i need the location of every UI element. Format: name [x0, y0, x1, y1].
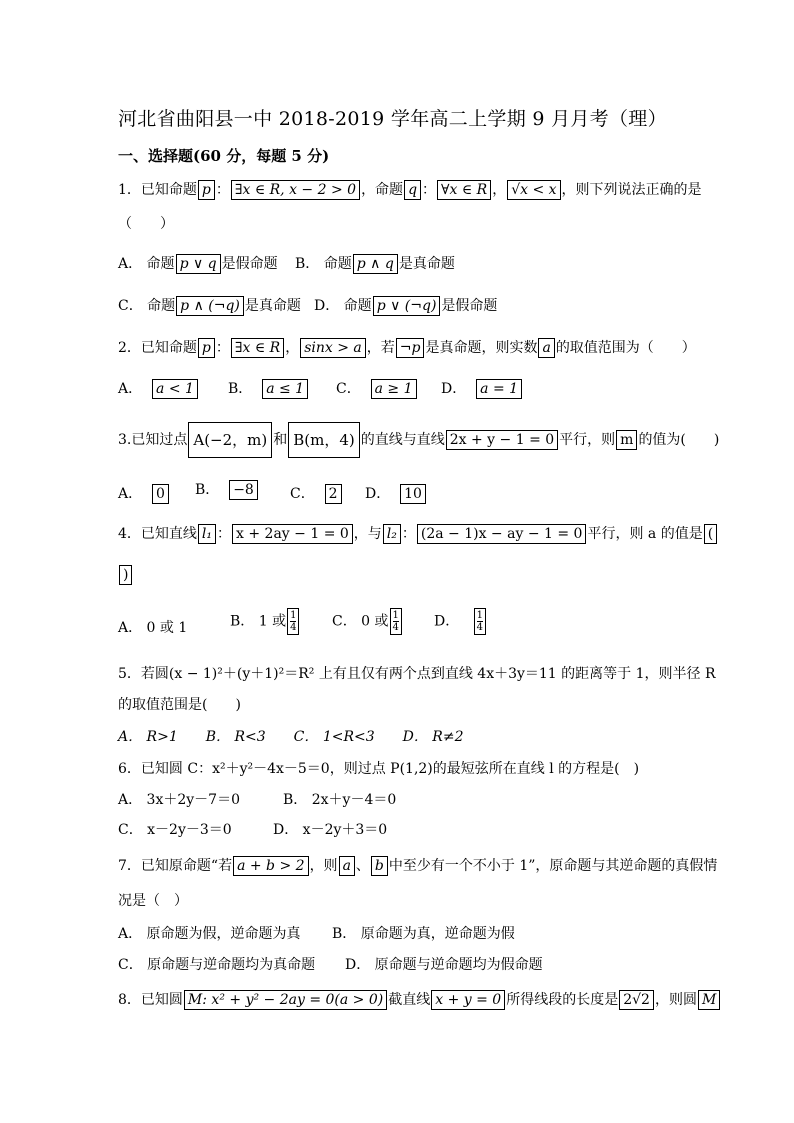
option-label: D．: [365, 486, 391, 502]
option-label: D．: [441, 381, 467, 397]
q4-expr2: (2a − 1)x − ay − 1 = 0: [417, 524, 587, 544]
q2-text: 的取值范围为（ ）: [555, 340, 696, 356]
fraction-denominator: 4: [392, 622, 399, 633]
q4-option-b[interactable]: [230, 608, 300, 635]
option-label: C． 0 或: [332, 613, 389, 630]
q2-stem: [118, 338, 696, 358]
q8-length-expr: 2√2: [619, 990, 654, 1010]
q4-paren-right: ): [119, 565, 132, 585]
option-label: B．: [228, 381, 253, 397]
q6-option-b[interactable]: B． 2x＋y－4＝0: [283, 792, 397, 808]
q1-b-expr: p ∧ q: [353, 254, 398, 274]
fraction-numerator: 1: [476, 610, 483, 621]
q6-option-a[interactable]: A． 3x＋2y－7＝0: [118, 792, 240, 808]
option-label: B．: [195, 482, 220, 498]
q2-expr1: ∃x ∈ R: [231, 338, 284, 358]
q1-p-box: p: [198, 180, 215, 200]
q8-line-expr: x + y = 0: [431, 990, 505, 1010]
q4-stem: [118, 524, 718, 544]
page-title: 河北省曲阳县一中 2018-2019 学年高二上学期 9 月月考（理）: [118, 108, 667, 130]
q4-text: ：: [401, 526, 416, 542]
option-value: 2: [325, 484, 342, 504]
q7-b-box: b: [371, 856, 388, 876]
q7-option-b[interactable]: B． 原命题为真，逆命题为假: [332, 926, 515, 942]
option-label: A．: [118, 381, 143, 397]
q4-option-c[interactable]: [332, 608, 403, 635]
q1-option-d[interactable]: [314, 296, 497, 316]
q3-line-expr: 2x + y − 1 = 0: [446, 430, 558, 450]
q3-text: 和: [273, 432, 288, 448]
option-label: A． 命题: [118, 256, 175, 272]
q7-text: ，则: [309, 858, 338, 874]
q4-option-d[interactable]: [434, 608, 487, 635]
q2-option-b[interactable]: [228, 379, 309, 399]
q1-p-expr: ∃x ∈ R, x − 2 > 0: [231, 180, 360, 200]
q7-text: 中至少有一个不小于 1”，原命题与其逆命题的真假情: [388, 858, 718, 874]
q1-d-expr: p ∨ (¬q): [373, 296, 441, 316]
q1-text: 1．已知命题: [118, 182, 197, 198]
q7-text: 7．已知原命题“若: [118, 858, 233, 874]
q3-option-b[interactable]: [195, 480, 259, 500]
q1-option-b[interactable]: [295, 254, 455, 274]
q2-text: ：: [215, 340, 230, 356]
q4-expr1: x + 2ay − 1 = 0: [232, 524, 353, 544]
q4-text: 4．已知直线: [118, 526, 197, 542]
q2-text: ，若: [366, 340, 395, 356]
q7-stem-line2: 况是（ ）: [118, 893, 188, 909]
q3-option-d[interactable]: [365, 484, 427, 504]
q8-text: 所得线段的长度是: [506, 992, 619, 1008]
q5-stem-line1: 5．若圆(x − 1)²＋(y＋1)²＝R² 上有且仅有两个点到直线 4x＋3y＝11 的距离等于 1，则半径 R: [118, 666, 716, 682]
q1-stem: [118, 180, 702, 200]
q6-option-c[interactable]: C． x－2y－3＝0: [118, 822, 232, 838]
q5-stem-line2: 的取值范围是( ): [118, 697, 241, 713]
q3-option-c[interactable]: [290, 484, 343, 504]
q3-text: 的直线与直线: [360, 432, 445, 448]
fraction-denominator: 4: [290, 622, 297, 633]
q1-text: ，则下列说法正确的是: [561, 182, 702, 198]
q1-text: ：: [422, 182, 437, 198]
q7-expr: a + b > 2: [233, 856, 308, 876]
fraction-numerator: 1: [392, 610, 399, 621]
q3-stem: [118, 422, 719, 458]
option-label: B． 1 或: [230, 613, 287, 630]
q2-not-p-box: ¬p: [396, 338, 425, 358]
q1-paren: （ ）: [118, 216, 174, 232]
q8-m-box: M: [698, 990, 720, 1010]
q3-point-a: A(−2，m): [188, 422, 272, 458]
q2-option-a[interactable]: [118, 379, 199, 399]
q3-option-a[interactable]: [118, 484, 170, 504]
q1-option-c[interactable]: [118, 296, 301, 316]
q3-point-b: B(m，4): [288, 422, 360, 458]
q4-text: ：: [217, 526, 232, 542]
q6-option-d[interactable]: D． x－2y＋3＝0: [273, 822, 388, 838]
q1-text: ，: [492, 182, 507, 198]
option-label: C． 命题: [118, 298, 176, 314]
q7-a-box: a: [339, 856, 355, 876]
q4-paren-left: (: [704, 524, 717, 544]
q1-q-box: q: [404, 180, 421, 200]
q5-options[interactable]: A． R>1 B． R<3 C． 1<R<3 D． R≠2: [118, 729, 464, 745]
q2-p-box: p: [198, 338, 215, 358]
option-label: D． 命题: [314, 298, 372, 314]
option-value: −8: [229, 480, 258, 500]
section-heading: 一、选择题(60 分，每题 5 分): [118, 147, 330, 165]
q1-text: ：: [215, 182, 230, 198]
q1-a-expr: p ∨ q: [176, 254, 221, 274]
q8-circle-expr: M: x² + y² − 2ay = 0(a > 0): [184, 990, 387, 1010]
q3-text: 3.已知过点: [118, 432, 188, 448]
option-value: 0: [152, 484, 169, 504]
option-text: 是真命题: [398, 256, 455, 272]
option-text: 是假命题: [221, 256, 278, 272]
fraction-box: [390, 608, 402, 635]
option-label: D．: [434, 613, 460, 630]
q7-text: 、: [355, 858, 370, 874]
q1-c-expr: p ∧ (¬q): [176, 296, 244, 316]
q6-stem: 6．已知圆 C：x²＋y²－4x－5＝0，则过点 P(1,2)的最短弦所在直线 l 的方程是( ): [118, 761, 640, 777]
q1-q-expr1: ∀x ∈ R: [437, 180, 491, 200]
fraction-box: [287, 608, 299, 635]
q4-text: ，与: [353, 526, 382, 542]
q2-expr2: sinx > a: [300, 338, 366, 358]
option-label: B． 命题: [295, 256, 352, 272]
q2-option-d[interactable]: [441, 379, 523, 399]
q7-option-c[interactable]: C． 原命题与逆命题均为真命题: [118, 957, 316, 973]
fraction-box: [474, 608, 486, 635]
q1-option-a[interactable]: [118, 254, 278, 274]
q4-l2-box: l₂: [383, 524, 401, 544]
q4-paren-line: [118, 565, 133, 585]
q3-text: 的值为( ): [638, 432, 720, 448]
q8-stem: [118, 990, 721, 1010]
option-label: C．: [290, 486, 315, 502]
option-value: 10: [400, 484, 426, 504]
q2-option-c[interactable]: [336, 379, 418, 399]
option-label: A．: [118, 486, 143, 502]
q7-stem: [118, 856, 717, 876]
q8-text: 截直线: [388, 992, 431, 1008]
option-label: C．: [336, 381, 361, 397]
q4-l1-box: l₁: [198, 524, 216, 544]
option-text: 是真命题: [244, 298, 301, 314]
fraction-denominator: 4: [476, 622, 483, 633]
q3-m-box: m: [616, 430, 637, 450]
q1-text: ，命题: [361, 182, 404, 198]
q2-a-box: a: [538, 338, 554, 358]
fraction-numerator: 1: [290, 610, 297, 621]
q7-option-a[interactable]: A． 原命题为假，逆命题为真: [118, 926, 301, 942]
option-value: a ≤ 1: [262, 379, 308, 399]
q7-option-d[interactable]: D． 原命题与逆命题均为假命题: [345, 957, 543, 973]
q2-text: 是真命题，则实数: [425, 340, 538, 356]
option-text: 是假命题: [441, 298, 498, 314]
q8-text: ，则圆: [654, 992, 697, 1008]
option-value: a = 1: [476, 379, 522, 399]
q2-text: ，: [285, 340, 300, 356]
option-value: a < 1: [152, 379, 198, 399]
q4-text: 平行，则 a 的值是: [587, 526, 703, 542]
option-value: a ≥ 1: [371, 379, 417, 399]
q2-text: 2．已知命题: [118, 340, 197, 356]
q8-text: 8．已知圆: [118, 992, 183, 1008]
q3-text: 平行，则: [559, 432, 616, 448]
q4-option-a[interactable]: A． 0 或 1: [118, 620, 188, 636]
q1-q-expr2: √x < x: [507, 180, 560, 200]
